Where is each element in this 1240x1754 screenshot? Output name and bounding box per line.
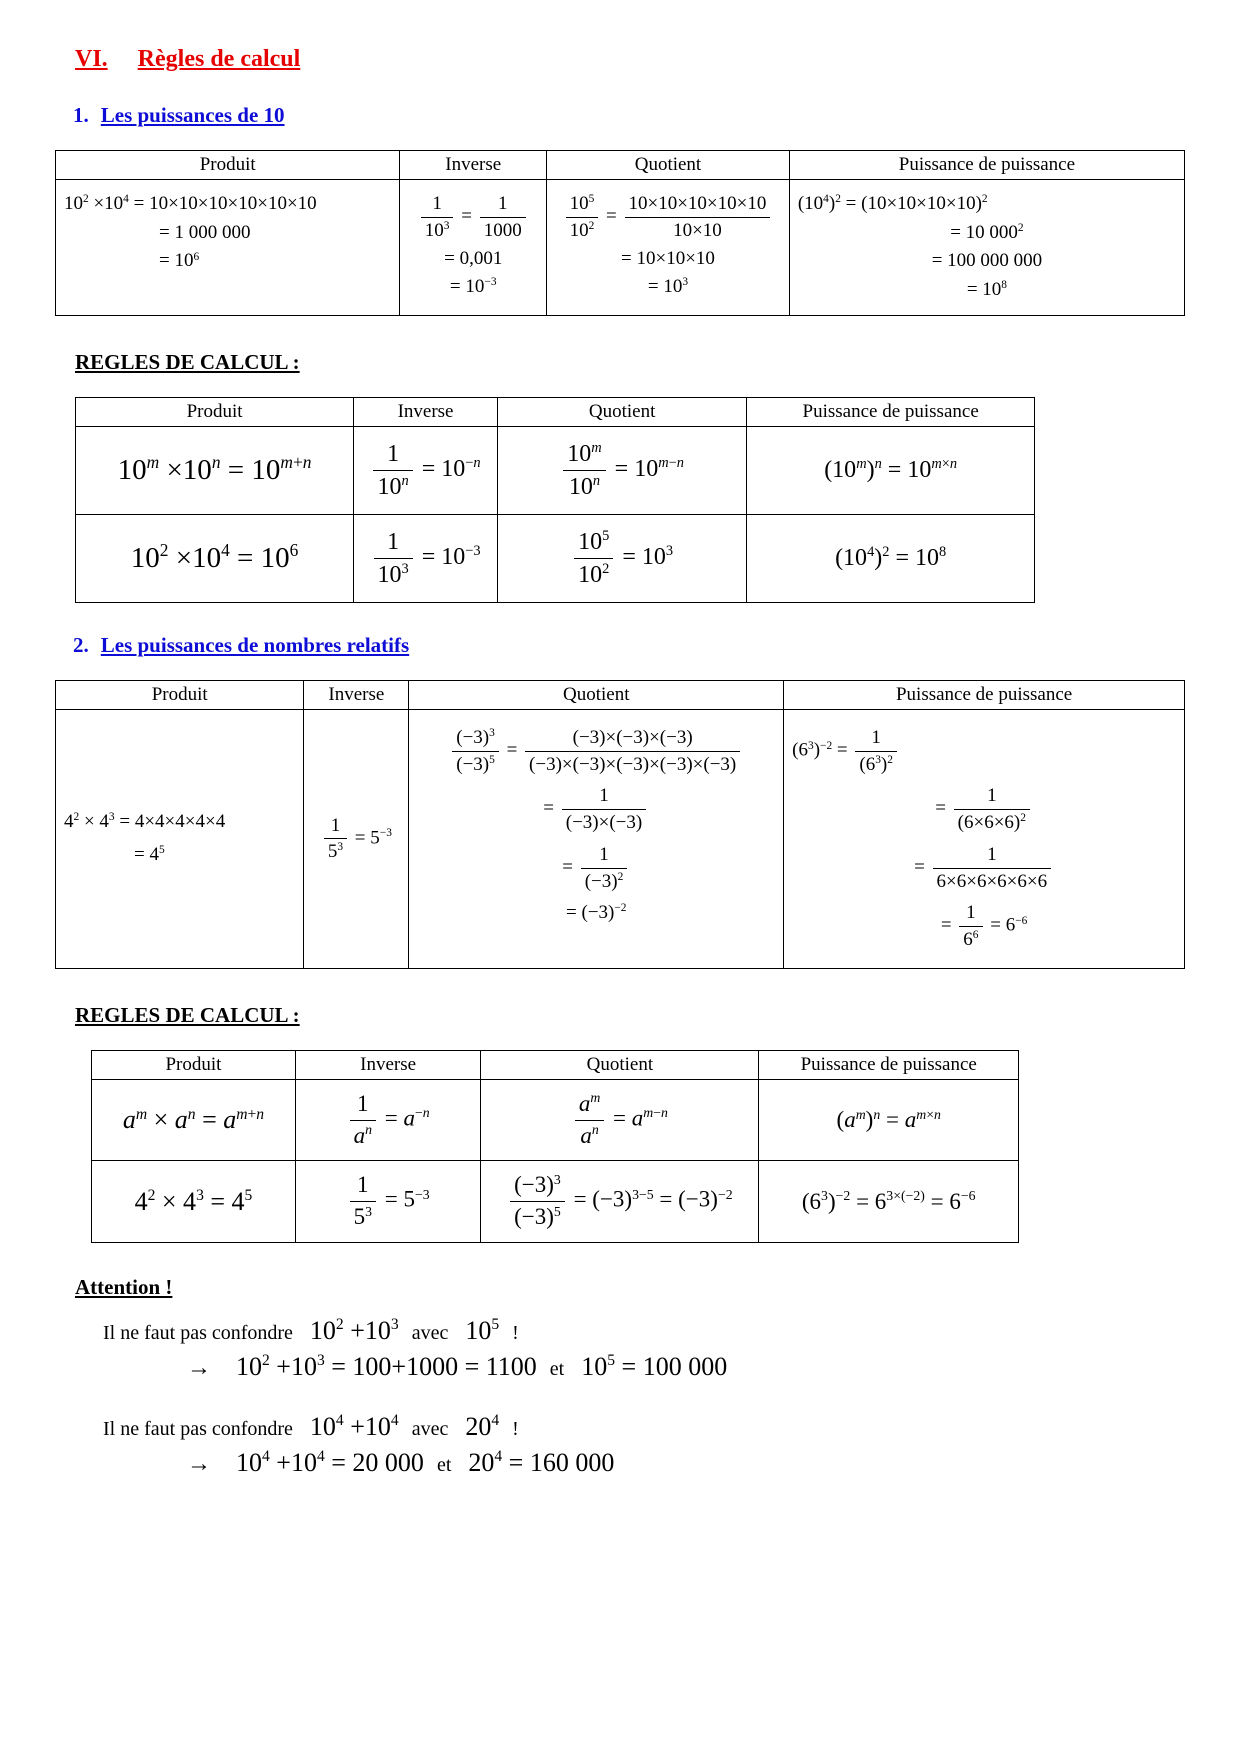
- formula-line: = $\frac{1}{(-3)\times(-3)}$: [417, 784, 775, 835]
- t2-puissance-rule: $(10^m)^n = 10^{m\times n}$: [747, 426, 1035, 514]
- t4-inverse-example: $\frac{1}{5^3}$ = $5^{-3}$: [295, 1161, 480, 1243]
- t4-col-header-produit: Produit: [92, 1050, 296, 1079]
- attention-text: et: [436, 1453, 452, 1476]
- t1-header-row: [56, 151, 1185, 180]
- formula-line: = 1 000 000: [159, 221, 251, 243]
- t2-example-row: [76, 514, 1035, 602]
- attention-formula: $10^5 = 100$ 000: [581, 1351, 728, 1381]
- t1-body-row: [56, 180, 1185, 316]
- attention-text: avec: [411, 1321, 449, 1344]
- formula-line: = $10^8$: [966, 279, 1007, 301]
- general-rules-table: [91, 1050, 1019, 1243]
- attention-formula: $10^4 +10^4$: [309, 1411, 399, 1441]
- t3-puissance-cell: [784, 709, 1185, 968]
- formula-line: $\frac{1}{5^3}$ = $5^{-3}$: [312, 814, 400, 865]
- title-number: VI.: [75, 46, 108, 72]
- attention-text: !: [512, 1321, 519, 1344]
- formula-line: = $\frac{1}{6^6}$ = $6^{-6}$: [940, 902, 1028, 950]
- attention-formula: $20^4$: [465, 1411, 500, 1441]
- attention-formula: $10^4 +10^4 = 20$ 000: [236, 1447, 424, 1477]
- attention-line-3: [103, 1412, 1185, 1442]
- section-1-title: Les puissances de 10: [100, 103, 285, 127]
- t2-quotient-rule: $\frac{10^m}{10^n}$ = $10^{m-n}$: [497, 426, 746, 514]
- t1-col-header-puissance: Puissance de puissance: [789, 151, 1184, 180]
- t4-col-header-puissance: Puissance de puissance: [759, 1050, 1019, 1079]
- t4-puissance-rule: $(a^m)^n = a^{m\times n}$: [759, 1079, 1019, 1161]
- t4-produit-example: $4^2 \times 4^3 = 4^5$: [92, 1161, 296, 1243]
- rules-heading-1: REGLES DE CALCUL :: [75, 349, 300, 374]
- attention-text: avec: [411, 1417, 449, 1440]
- attention-formula: $10^2 +10^3 = 100+1000 = 1100$: [236, 1351, 537, 1381]
- formula-line: = $\frac{1}{(-3)^2}$: [417, 843, 775, 894]
- t2-col-header-inverse: Inverse: [354, 397, 498, 426]
- powers-of-10-examples-table: [55, 150, 1185, 316]
- formula-line: = 10 $000^2$: [950, 221, 1024, 243]
- t4-puissance-example: $(6^3)^{-2} = 6^{3\times(-2)} = 6^{-6}$: [759, 1161, 1019, 1243]
- t2-general-rule-row: [76, 426, 1035, 514]
- t4-quotient-rule: $\frac{a^m}{a^n}$ = $a^{m-n}$: [481, 1079, 759, 1161]
- t3-col-header-puissance: Puissance de puissance: [784, 680, 1185, 709]
- formula-line: $\frac{1}{10^3}$ = $\frac{1}{1000}$: [408, 192, 538, 243]
- formula-line: = 100 000 000: [931, 250, 1043, 272]
- attention-heading: Attention !: [75, 1274, 173, 1299]
- t1-col-header-produit: Produit: [56, 151, 400, 180]
- t2-col-header-quotient: Quotient: [497, 397, 746, 426]
- t3-header-row: [56, 680, 1185, 709]
- t1-produit-cell: [56, 180, 400, 316]
- section-2-title: Les puissances de nombres relatifs: [100, 632, 410, 657]
- t4-header-row: [92, 1050, 1019, 1079]
- formula-line: $10^2 \times 10^4 = 10\times 10\times 10\times 10\times 10\times 10$: [64, 193, 317, 214]
- attention-formula: $20^4 = 160$ 000: [468, 1447, 615, 1477]
- formula-line: = $4^5$: [134, 843, 165, 865]
- t1-inverse-cell: [400, 180, 547, 316]
- t2-inverse-rule: $\frac{1}{10^n}$ = $10^{-n}$: [354, 426, 498, 514]
- t3-col-header-inverse: Inverse: [304, 680, 409, 709]
- formula-line: = $(-3)^{-2}$: [566, 902, 627, 924]
- arrow-icon: →: [187, 1450, 211, 1477]
- t4-example-row: [92, 1161, 1019, 1243]
- formula-line: $(6^3)^{-2}$ = $\frac{1}{(6^3)^2}$: [792, 726, 1176, 777]
- section-1-number: 1.: [73, 103, 89, 127]
- t3-produit-cell: [56, 709, 304, 968]
- t1-col-header-inverse: Inverse: [400, 151, 547, 180]
- t4-inverse-rule: $\frac{1}{a^n}$ = $a^{-n}$: [295, 1079, 480, 1161]
- t1-col-header-quotient: Quotient: [547, 151, 790, 180]
- t4-col-header-inverse: Inverse: [295, 1050, 480, 1079]
- t4-col-header-quotient: Quotient: [481, 1050, 759, 1079]
- formula-line: $\frac{(-3)^3}{(-3)^5}$ = $\frac{(-3)\times(-3)\times(-3)}{(-3)\times(-3)\times(-3)\times(-3)\times(-3)}$: [417, 726, 775, 777]
- title-text: Règles de calcul: [137, 46, 301, 72]
- section-1-heading: [73, 103, 1185, 128]
- attention-line-4: [187, 1448, 1185, 1478]
- t4-produit-rule: $a^m \times a^n = a^{m+n}$: [92, 1079, 296, 1161]
- t1-puissance-cell: [789, 180, 1184, 316]
- t2-produit-rule: $10^m \times 10^n = 10^{m+n}$: [76, 426, 354, 514]
- powers-of-10-rules-table: [75, 397, 1035, 603]
- formula-line: $4^2 \times 4^3 = 4\times 4\times 4\times 4\times 4$: [64, 811, 226, 833]
- t3-col-header-produit: Produit: [56, 680, 304, 709]
- t4-quotient-example: $\frac{(-3)^3}{(-3)^5}$ = $(-3)^{3-5} = (-3)^{-2}$: [481, 1161, 759, 1243]
- t2-quotient-example: $\frac{10^5}{10^2}$ = $10^3$: [497, 514, 746, 602]
- attention-text: Il ne faut pas confondre: [103, 1321, 293, 1344]
- section-2-number: 2.: [73, 632, 89, 657]
- t2-col-header-produit: Produit: [76, 397, 354, 426]
- t3-body-row: [56, 709, 1185, 968]
- arrow-icon: →: [187, 1354, 211, 1381]
- t2-inverse-example: $\frac{1}{10^3}$ = $10^{-3}$: [354, 514, 498, 602]
- t2-header-row: [76, 397, 1035, 426]
- attention-text: et: [549, 1357, 565, 1380]
- formula-line: = $10^3$: [647, 276, 689, 298]
- formula-line: = 10×10×10: [621, 247, 715, 269]
- rules-heading-2: REGLES DE CALCUL :: [75, 1002, 300, 1027]
- formula-line: = $10^{-3}$: [449, 276, 497, 298]
- t2-puissance-example: $(10^4)^2 = 10^8$: [747, 514, 1035, 602]
- attention-text: Il ne faut pas confondre: [103, 1417, 293, 1440]
- page-title: [75, 46, 1185, 73]
- formula-line: $(10^4)^2 = (10\times 10\times 10\times 10)^2$: [797, 193, 988, 214]
- attention-formula: $10^2 +10^3$: [309, 1315, 399, 1345]
- attention-line-1: [103, 1316, 1185, 1346]
- relative-numbers-examples-table: [55, 680, 1185, 969]
- t2-produit-example: $10^2 \times 10^4 = 10^6$: [76, 514, 354, 602]
- t3-quotient-cell: [409, 709, 784, 968]
- attention-section: [75, 1275, 1185, 1478]
- formula-line: = $\frac{1}{(6\times 6\times 6)^2}$: [792, 784, 1176, 835]
- t3-inverse-cell: [304, 709, 409, 968]
- attention-formula: $10^5$: [465, 1315, 500, 1345]
- formula-line: = $10^6$: [159, 250, 200, 272]
- t4-general-rule-row: [92, 1079, 1019, 1161]
- formula-line: $\frac{10^5}{10^2}$ = $\frac{10\times 10\times 10\times 10\times 10}{10\times 10}$: [555, 192, 781, 243]
- t3-col-header-quotient: Quotient: [409, 680, 784, 709]
- attention-line-2: [187, 1352, 1185, 1382]
- formula-line: = $\frac{1}{6\times 6\times 6\times 6\times 6\times 6}$: [792, 843, 1176, 894]
- attention-text: !: [512, 1417, 519, 1440]
- section-2-heading: [73, 633, 1185, 658]
- t2-col-header-puissance: Puissance de puissance: [747, 397, 1035, 426]
- formula-line: = 0,001: [444, 247, 503, 269]
- t1-quotient-cell: [547, 180, 790, 316]
